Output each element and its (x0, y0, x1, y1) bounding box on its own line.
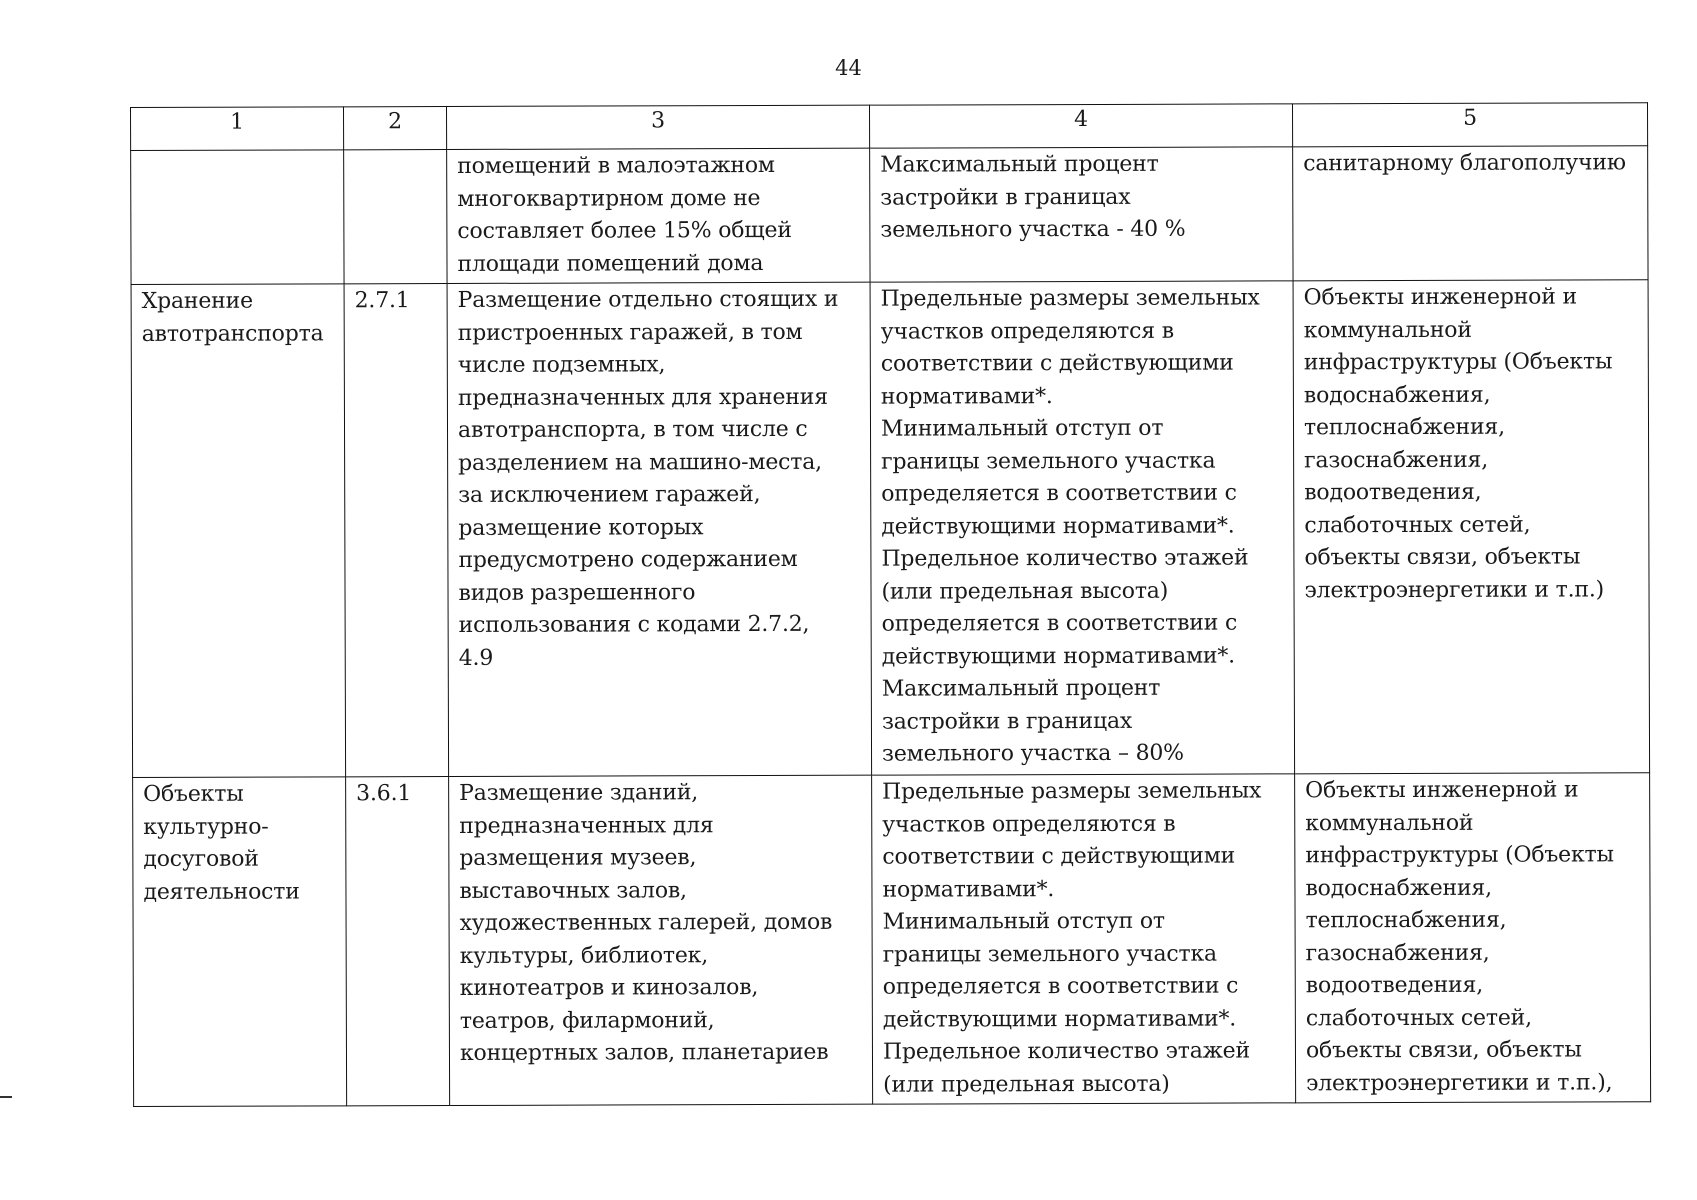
table-row (131, 146, 1648, 285)
cell-use-name (131, 150, 344, 285)
cell-use-description: Размещение отдельно стоящих и пристроенных гаражей, в том числе подземных, предназначенных для хранения автотранспорта, в том числе с разделением на машино-места, за исключением гаражей, размещение которых предусмотрено содержанием видов разрешенного использования с кодами 2.7.2, 4.9 (447, 282, 872, 776)
header-col-2: 2 (344, 107, 447, 150)
cell-use-restrictions: Объекты инженерной и коммунальной инфраструктуры (Объекты водоснабжения, теплоснабжения, газоснабжения, водоотведения, слаботочных сетей, объекты связи, объекты электроэнергетики и т.п.) (1293, 280, 1650, 774)
cell-use-code (344, 150, 447, 284)
header-col-5: 5 (1292, 103, 1647, 147)
cell-use-name: Объекты культурно- досуговой деятельности (133, 777, 347, 1107)
cell-use-restrictions: санитарному благополучию (1293, 146, 1648, 281)
cell-use-description: Размещение зданий, предназначенных для размещения музеев, выставочных залов, художественных галерей, домов культуры, библиотек, кинотеатров и кинозалов, театров, филармоний, концертных залов, планетариев (449, 775, 873, 1105)
header-col-4: 4 (869, 104, 1292, 148)
cell-use-code: 2.7.1 (344, 284, 449, 777)
header-col-1: 1 (131, 107, 344, 151)
table-row (131, 280, 1650, 778)
cell-use-restrictions: Объекты инженерной и коммунальной инфраструктуры (Объекты водоснабжения, теплоснабжения, газоснабжения, водоотведения, слаботочных сетей, объекты связи, объекты электроэнергетики и т.п.), (1295, 773, 1651, 1103)
zoning-table (130, 102, 1651, 1107)
cell-use-description: помещений в малоэтажном многоквартирном доме не составляет более 15% общей площади помещений дома (447, 148, 870, 283)
page-number: 44 (835, 56, 862, 80)
table-header-row (131, 103, 1648, 151)
cell-use-parameters: Предельные размеры земельных участков определяются в соответствии с действующими нормативами*. Минимальный отступ от границы земельного участка определяется в соответствии с действующими нормативами*. Предельное количество этажей (или предельная высота) определяется в соответствии с действующими нормативами*. Максимальный процент застройки в границах земельного участка – 80% (870, 281, 1295, 775)
cell-use-name: Хранение автотранспорта (131, 284, 346, 778)
cell-use-code: 3.6.1 (346, 777, 450, 1106)
cell-use-parameters: Максимальный процент застройки в границах земельного участка - 40 % (870, 147, 1293, 282)
header-col-3: 3 (447, 105, 870, 149)
scan-margin-mark (0, 1096, 12, 1098)
cell-use-parameters: Предельные размеры земельных участков определяются в соответствии с действующими нормативами*. Минимальный отступ от границы земельного участка определяется в соответствии с действующими нормативами*. Предельное количество этажей (или предельная высота) (872, 774, 1296, 1104)
table-row (133, 773, 1651, 1107)
